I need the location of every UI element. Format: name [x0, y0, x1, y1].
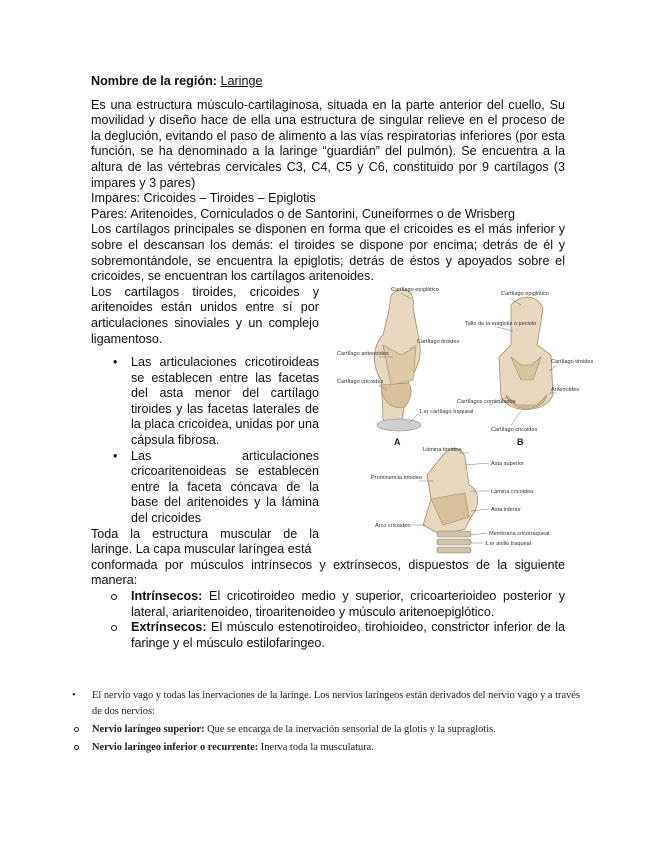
figure-label: Tallo de la epiglotis o peciolo: [465, 320, 537, 327]
union-paragraph: Los cartílagos tiroides, cricoides y aritenoides están unidos entre sí por articulaciones sinoviales y un complejo ligamentoso.: [91, 284, 319, 346]
figure-label: Aritenoides: [551, 386, 579, 393]
figure-label: Asta inferior: [491, 506, 521, 513]
nerves-section: [72, 688, 592, 756]
region-title: [91, 74, 565, 90]
list-item: [72, 688, 592, 720]
disposition-paragraph: Los cartílagos principales se disponen en forma que el cricoides es el más inferior y sobre el descansan los demás: el tiroides se dispone por encima; detrás de él y sobremontándole, se encuentra la epiglotis; detrás de éstos y apoyados sobre el cricoides, se encuentran los cartílagos aritenoides.: [91, 222, 565, 284]
muscles-list: [91, 589, 565, 651]
list-item: [91, 449, 319, 527]
pares-line: Pares: Aritenoides, Corniculados o de Santorini, Cuneiformes o de Wrisberg: [91, 206, 515, 221]
articulations-list: [91, 355, 319, 527]
intro-paragraph: Es una estructura músculo-cartilaginosa, situada en la parte anterior del cuello, Su movilidad y diseño hace de ella una estructura de singular relieve en el proceso de la deglución, evitando el paso de alimento a las vías respiratorias inferiores (por esta función, se ha denominado a la laringe “guardián” del pulmón). Se encuentra a la altura de las vértebras cervicales C3, C4, C5 y C6, constituido por 9 cartílagos (3 impares y 3 pares): [91, 97, 565, 190]
figure-label: Cartílago aritenoides: [337, 350, 389, 357]
left-column: [91, 285, 319, 558]
figure-label: Lámina cricoidea: [491, 488, 534, 495]
nerve-text: Que se encarga de la inervación sensorial de la glotis y la supraglotis.: [204, 724, 496, 735]
figure-label: Prominencia tiroidea: [371, 474, 422, 481]
nerve-text: Inerva toda la musculatura.: [258, 742, 374, 753]
list-item: [91, 620, 565, 651]
articulation-text: Las articulaciones cricoaritenoideas se establecen entre la faceta cóncava de la base del aritenoides y la lámina del cricoides: [131, 448, 319, 526]
circle-bullet-icon: [111, 594, 117, 600]
figure-label: Cartílago epiglótico: [391, 286, 439, 293]
figure-label: Cartílago epiglótico: [501, 290, 549, 297]
articulation-text: Las articulaciones cricotiroideas se establecen entre las facetas del asta menor del cartílago tiroides y las facetas laterales de la placa cricoidea, unidas por una cápsula fibrosa.: [131, 355, 319, 448]
circle-bullet-icon: [74, 727, 79, 732]
list-item: [72, 722, 592, 738]
figure-label: Arco cricoideo: [375, 522, 411, 529]
figure-label: 1.er anillo traqueal: [485, 540, 532, 547]
figure-label: Cartílago cricoides: [491, 426, 538, 433]
figure-label-b: B: [517, 436, 524, 447]
larynx-anatomy-figure: [337, 285, 594, 557]
bullet-icon: •: [72, 690, 76, 701]
figure-label: 1.er cartílago traqueal: [419, 408, 474, 415]
nerve-label: Nervio laríngeo superior:: [92, 724, 205, 735]
nerve-label: Nervio laríngeo inferior o recurrente:: [92, 742, 259, 753]
list-item: [72, 740, 592, 756]
figure-label: Cartílagos corniculados: [457, 398, 516, 405]
impares-line: Impares: Cricoides – Tiroides – Epiglotis: [91, 191, 316, 206]
figure-label: Cartílago tiroides: [551, 358, 594, 365]
circle-bullet-icon: [111, 625, 117, 631]
bullet-icon: •: [113, 355, 118, 370]
muscle-label: Extrínsecos:: [131, 620, 207, 635]
muscle-text: El músculo estenotiroideo, tirohioideo, constrictor inferior de la faringe y el músculo estilofaringeo.: [131, 620, 565, 650]
muscle-label: Intrínsecos:: [131, 589, 203, 603]
list-item: [91, 589, 565, 620]
main-content: [91, 74, 594, 651]
region-value: Laringe: [220, 74, 263, 88]
figure-block: [91, 284, 594, 558]
figure-label: Lámina tiroidea: [423, 446, 462, 453]
muscle-text: El cricotiroideo medio y superior, cricoarterioideo posterior y lateral, ariaritenoideo, tiroaritenoideo y músculo aritenoepiglótico.: [131, 589, 565, 619]
figure-label: Cartílago cricoides: [337, 378, 384, 385]
figure-label: Membrana cricotraqueal: [489, 530, 550, 537]
nerves-intro: El nervio vago y todas las inervaciones de la laringe. Los nervios laríngeos están derivados del nervio vago y a través de dos nervios:: [92, 690, 580, 717]
figure-label: Cartílago tiroides: [417, 338, 460, 345]
circle-bullet-icon: [74, 745, 79, 750]
muscular-start: Toda la estructura muscular de la laringe. La capa muscular laríngea está: [91, 526, 319, 557]
list-item: [91, 355, 319, 449]
figure-label-a: A: [394, 436, 401, 447]
region-label: Nombre de la región:: [91, 74, 217, 88]
muscular-end: conformada por músculos intrínsecos y extrínsecos, dispuestos de la siguiente manera:: [91, 557, 565, 588]
figure-label: Asta superior: [491, 460, 524, 467]
bullet-icon: •: [113, 448, 118, 463]
